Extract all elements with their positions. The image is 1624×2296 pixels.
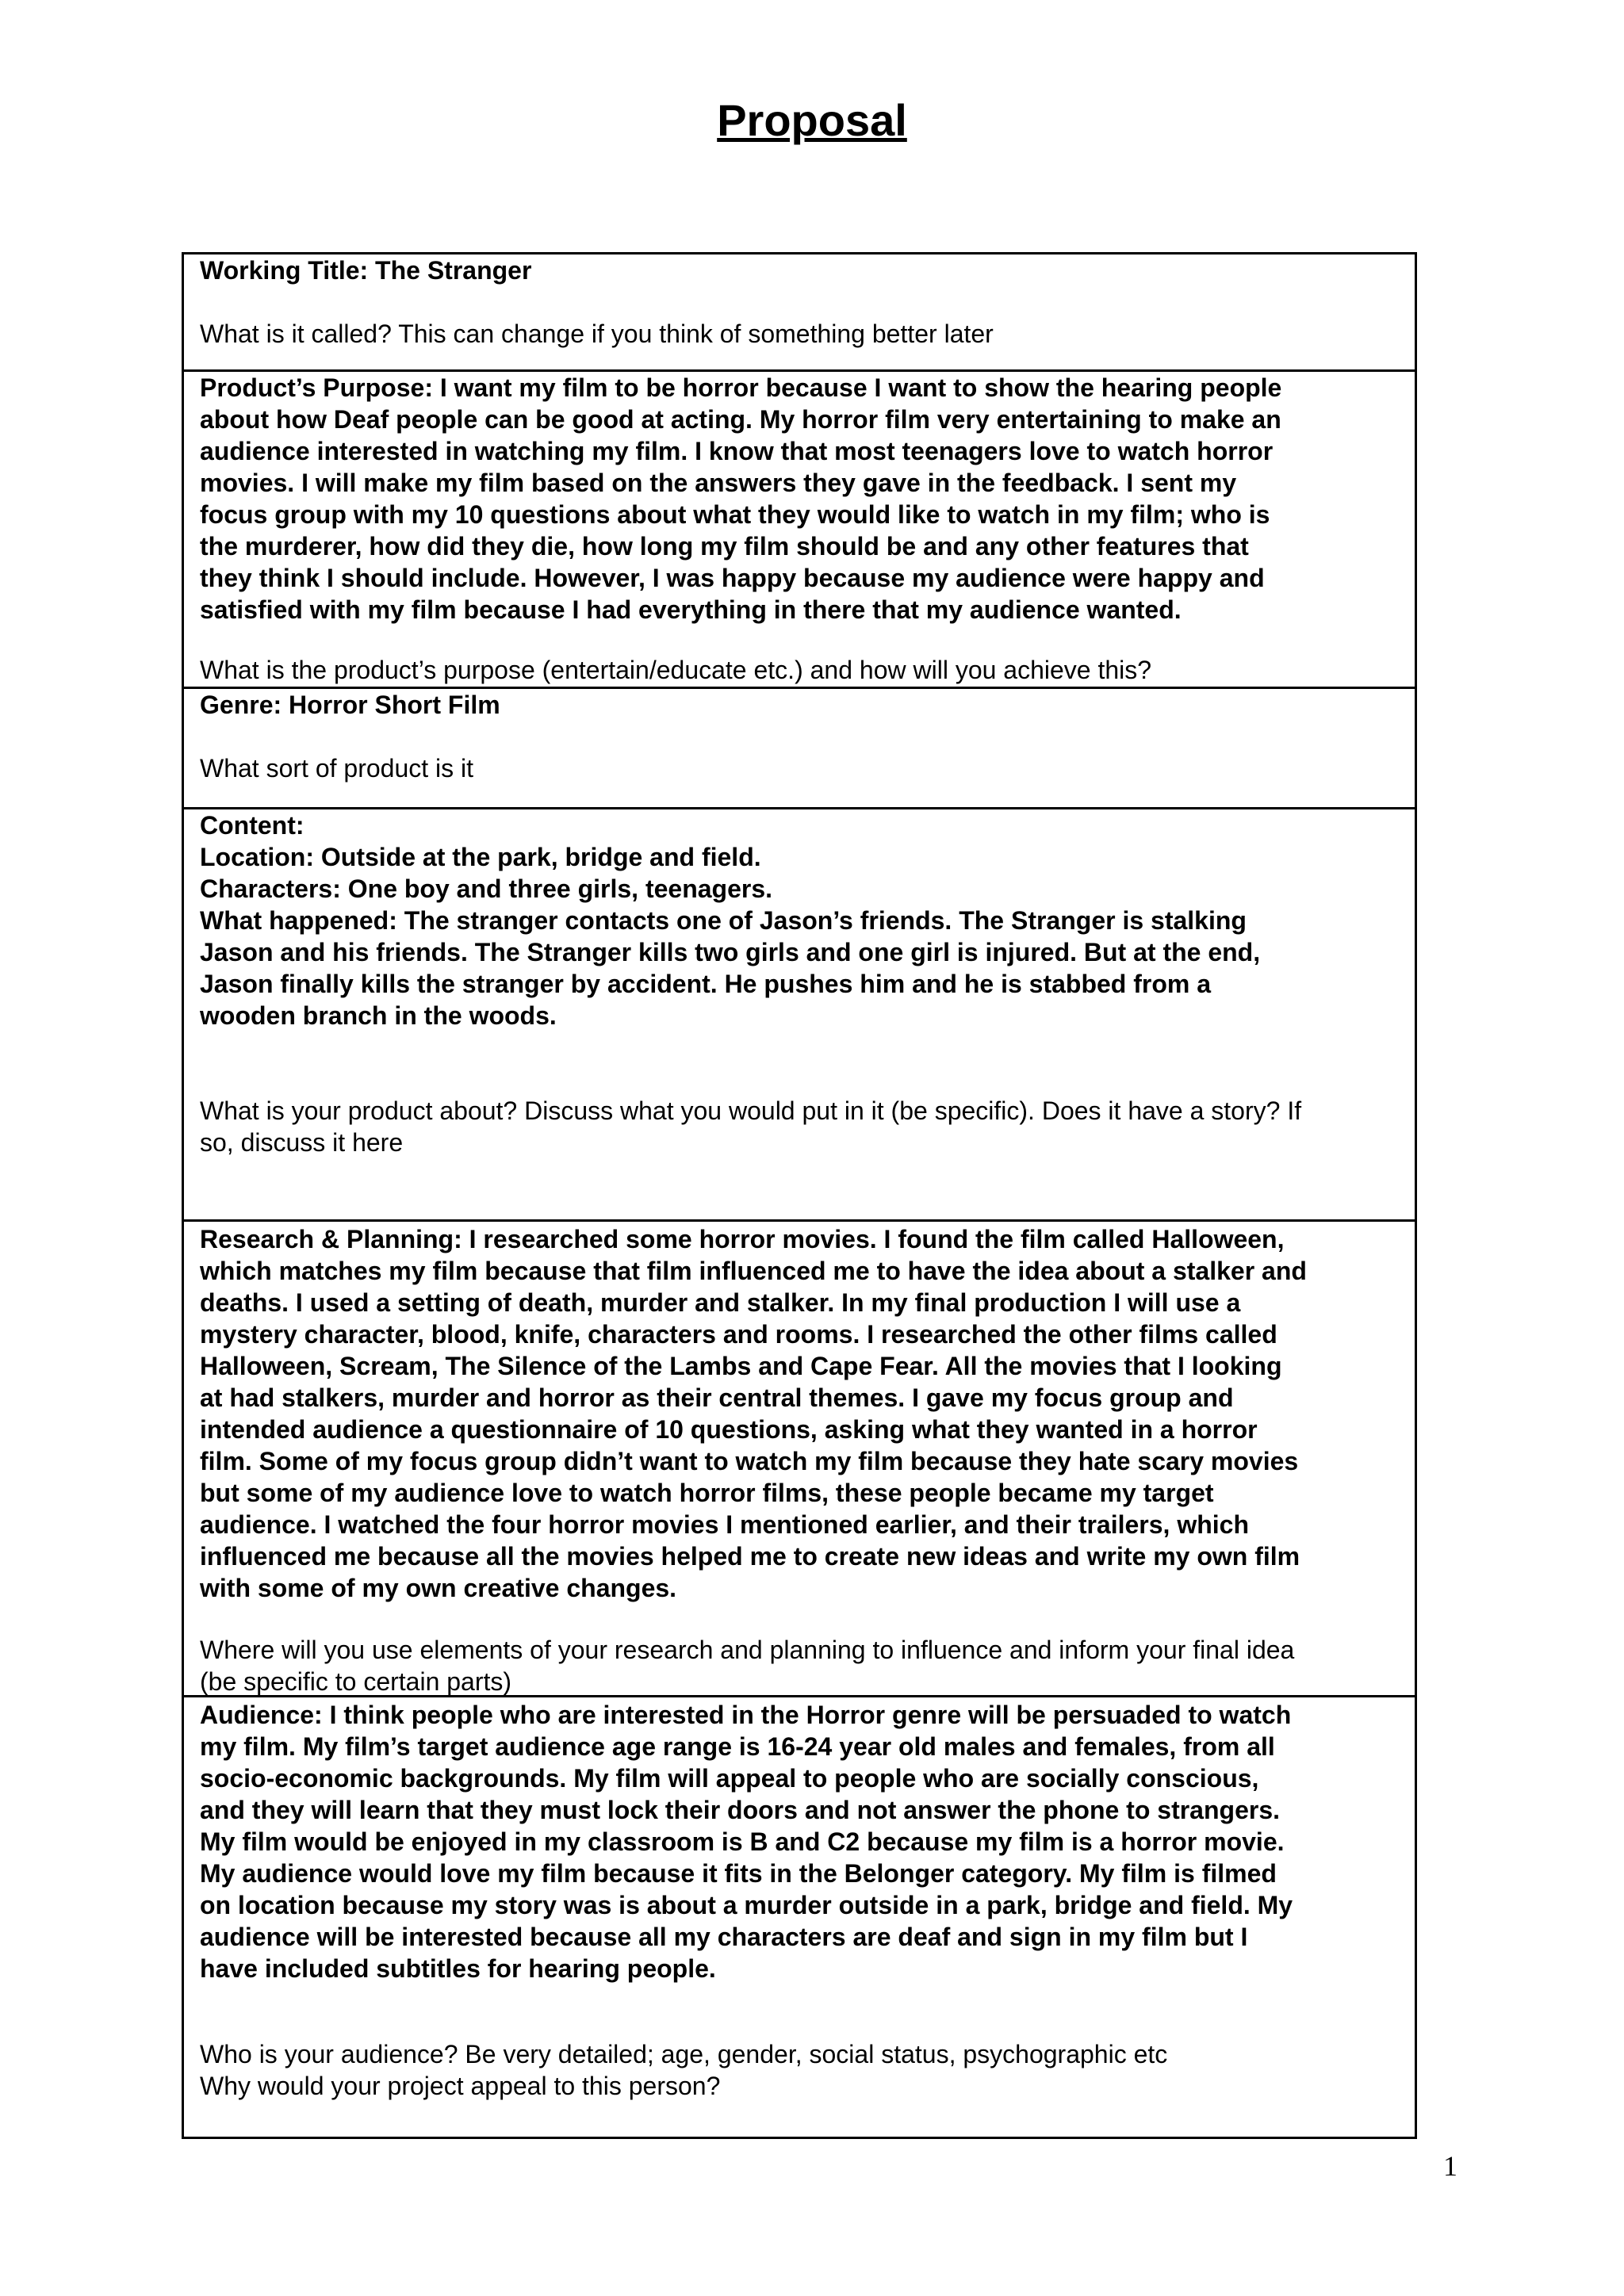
audience-prompt: Who is your audience? Be very detailed; age, gender, social status, psychographic etc Why would your project appeal to this person? xyxy=(200,2040,1168,2100)
working-title-prompt: What is it called? This can change if you think of something better later xyxy=(200,320,994,348)
working-title-answer: Working Title: The Stranger xyxy=(200,256,532,285)
research-prompt: Where will you use elements of your research and planning to influence and inform your final idea (be specific to certain parts) xyxy=(200,1636,1295,1696)
research-answer: Research & Planning: I researched some horror movies. I found the film called Halloween, which matches my film because that film influenced me to have the idea about a stalker and deaths. I used a setting of death, murder and stalker. In my final production I will use a mystery character, blood, knife, characters and rooms. I researched the other films called Halloween, Scream, The Silence of the Lambs and Cape Fear. All the movies that I looking at had stalkers, murder and horror as their central themes. I gave my focus group and intended audience a questionnaire of 10 questions, asking what they wanted in a horror film. Some of my focus group didn’t want to watch my film because they hate scary movies but some of my audience love to watch horror films, these people became my target audience. I watched the four horror movies I mentioned earlier, and their trailers, which influenced me because all the movies helped me to create new ideas and write my own film with some of my own creative changes. xyxy=(200,1225,1307,1602)
audience-answer: Audience: I think people who are interested in the Horror genre will be persuaded to watch my film. My film’s target audience age range is 16-24 year old males and females, from all socio-economic backgrounds. My film will appeal to people who are socially conscious, and they will learn that they must lock their doors and not answer the phone to strangers. My film would be enjoyed in my classroom is B and C2 because my film is a horror movie. My audience would love my film because it fits in the Belonger category. My film is filmed on location because my story was is about a murder outside in a park, bridge and field. My audience will be interested because all my characters are deaf and sign in my film but I have included subtitles for hearing people. xyxy=(200,1701,1293,1983)
genre-prompt: What sort of product is it xyxy=(200,754,474,783)
content-prompt: What is your product about? Discuss what you would put in it (be specific). Does it have a story? If so, discuss it here xyxy=(200,1096,1302,1157)
audience-section xyxy=(184,1697,1415,2137)
proposal-form xyxy=(182,252,1417,2139)
purpose-section xyxy=(184,372,1415,689)
content-answer: Content: Location: Outside at the park, bridge and field. Characters: One boy and three girls, teenagers. What happened: The stranger contacts one of Jason’s friends. The Stranger is stalking Jason and his friends. The Stranger kills two girls and one girl is injured. But at the end, Jason finally kills the stranger by accident. He pushes him and he is stabbed from a wooden branch in the woods. xyxy=(200,811,1261,1030)
page-number: 1 xyxy=(1443,2150,1457,2182)
page-title: Proposal xyxy=(717,95,907,145)
purpose-prompt: What is the product’s purpose (entertain/educate etc.) and how will you achieve this? xyxy=(200,656,1152,684)
purpose-answer: Product’s Purpose: I want my film to be horror because I want to show the hearing people about how Deaf people can be good at acting. My horror film very entertaining to make an audience interested in watching my film. I know that most teenagers love to watch horror movies. I will make my film based on the answers they gave in the feedback. I sent my focus group with my 10 questions about what they would like to watch in my film; who is the murderer, how did they die, how long my film should be and any other features that they think I should include. However, I was happy because my audience were happy and satisfied with my film because I had everything in there that my audience wanted. xyxy=(200,373,1282,624)
genre-answer: Genre: Horror Short Film xyxy=(200,691,500,719)
working-title-section xyxy=(184,254,1415,372)
content-section xyxy=(184,809,1415,1222)
research-section xyxy=(184,1222,1415,1697)
genre-section xyxy=(184,689,1415,809)
